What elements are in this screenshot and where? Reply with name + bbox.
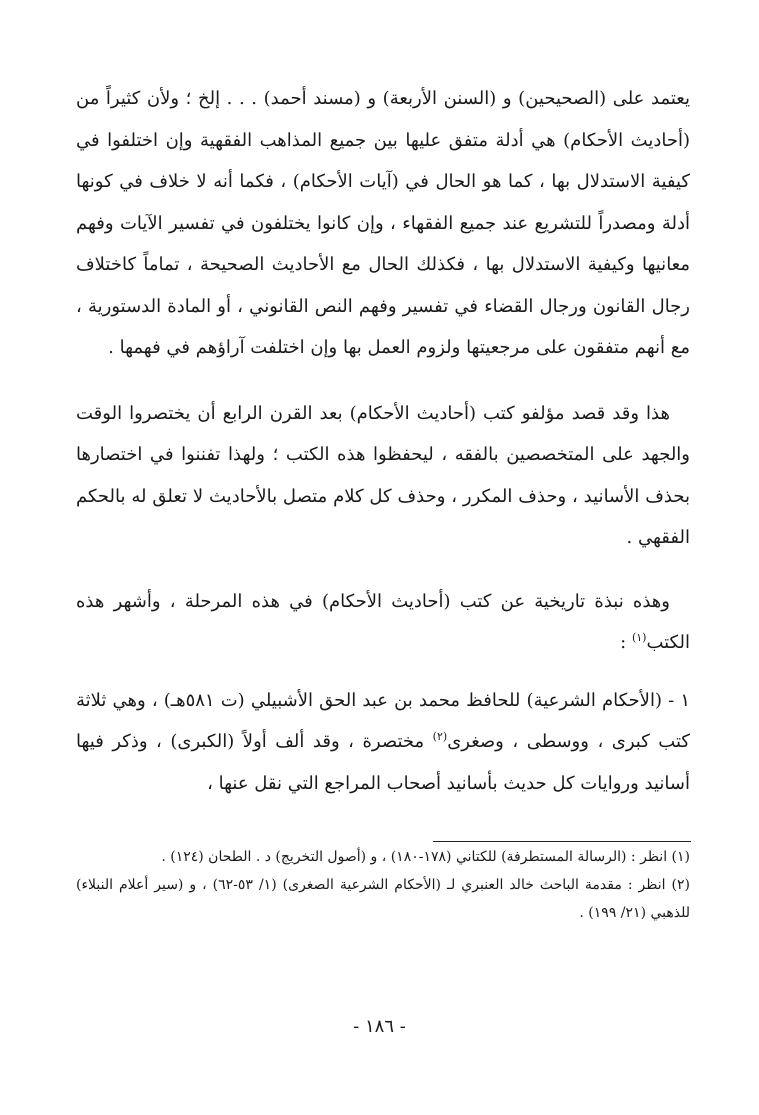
paragraph-3-tail: :	[620, 632, 632, 653]
list-item-1	[76, 680, 690, 805]
footnote-separator	[433, 841, 691, 842]
paragraph-1: يعتمد على (الصحيحين) و (السنن الأربعة) و (مسند أحمد) . . . إلخ ؛ ولأن كثيراً من (أحاديث الأحكام) هي أدلة متفق عليها بين جميع المذاهب الفقهية وإن اختلفوا في كيفية الاستدلال بها ، كما هو الحال في (آيات الأحكام) ، فكما أنه لا خلاف في كونها أدلة ومصدراً للتشريع عند جميع الفقهاء ، وإن كانوا يختلفون في تفسير الآيات وفهم معانيها وكيفية الاستدلال بها ، فكذلك الحال مع الأحاديث الصحيحة ، تماماً كاختلاف رجال القانون ورجال القضاء في تفسير وفهم النص القانوني ، أو المادة الدستورية ، مع أنهم متفقون على مرجعيتها ولزوم العمل بها وإن اختلفت آراؤهم في فهمها .	[76, 88, 690, 358]
page-number: - ١٨٦ -	[353, 1016, 406, 1037]
paragraph-3-text: وهذه نبذة تاريخية عن كتب (أحاديث الأحكام) في هذه المرحلة ، وأشهر هذه الكتب	[76, 590, 690, 653]
footnote-2: (٢) انظر : مقدمة الباحث خالد العنبري لـ (الأحكام الشرعية الصغرى) (١/ ٥٣-٦٢) ، و (سير أعلام النبلاء) للذهبي (٢١/ ١٩٩) .	[76, 877, 690, 921]
main-text	[76, 78, 690, 804]
footnote-ref-2: (٢)	[432, 730, 448, 743]
footnotes	[76, 843, 690, 927]
paragraph-3	[76, 581, 690, 664]
list-item-1-part-b: مختصرة ، وقد ألف أولاً (الكبرى) ، وذكر فيها أسانيد وروايات كل حديث بأسانيد أصحاب المراجع التي نقل عنها ،	[76, 731, 690, 794]
footnote-ref-1: (١)	[631, 631, 647, 644]
footnote-1: (١) انظر : (الرسالة المستطرفة) للكتاني (١٧٨-١٨٠) ، و (أصول التخريج) د . الطحان (١٢٤) .	[161, 849, 690, 865]
paragraph-2: هذا وقد قصد مؤلفو كتب (أحاديث الأحكام) بعد القرن الرابع أن يختصروا الوقت والجهد على المتخصصين بالفقه ، ليحفظوا هذه الكتب ؛ ولهذا تفننوا في اختصارها بحذف الأسانيد ، وحذف المكرر ، وحذف كل كلام متصل بالأحاديث لا تعلق له بالحكم الفقهي .	[76, 402, 690, 548]
list-item-1-part-a: ١ - (الأحكام الشرعية) للحافظ محمد بن عبد الحق الأشبيلي (ت ٥٨١هـ) ، وهي ثلاثة كتب كبرى ، ووسطى ، وصغرى	[76, 689, 690, 752]
